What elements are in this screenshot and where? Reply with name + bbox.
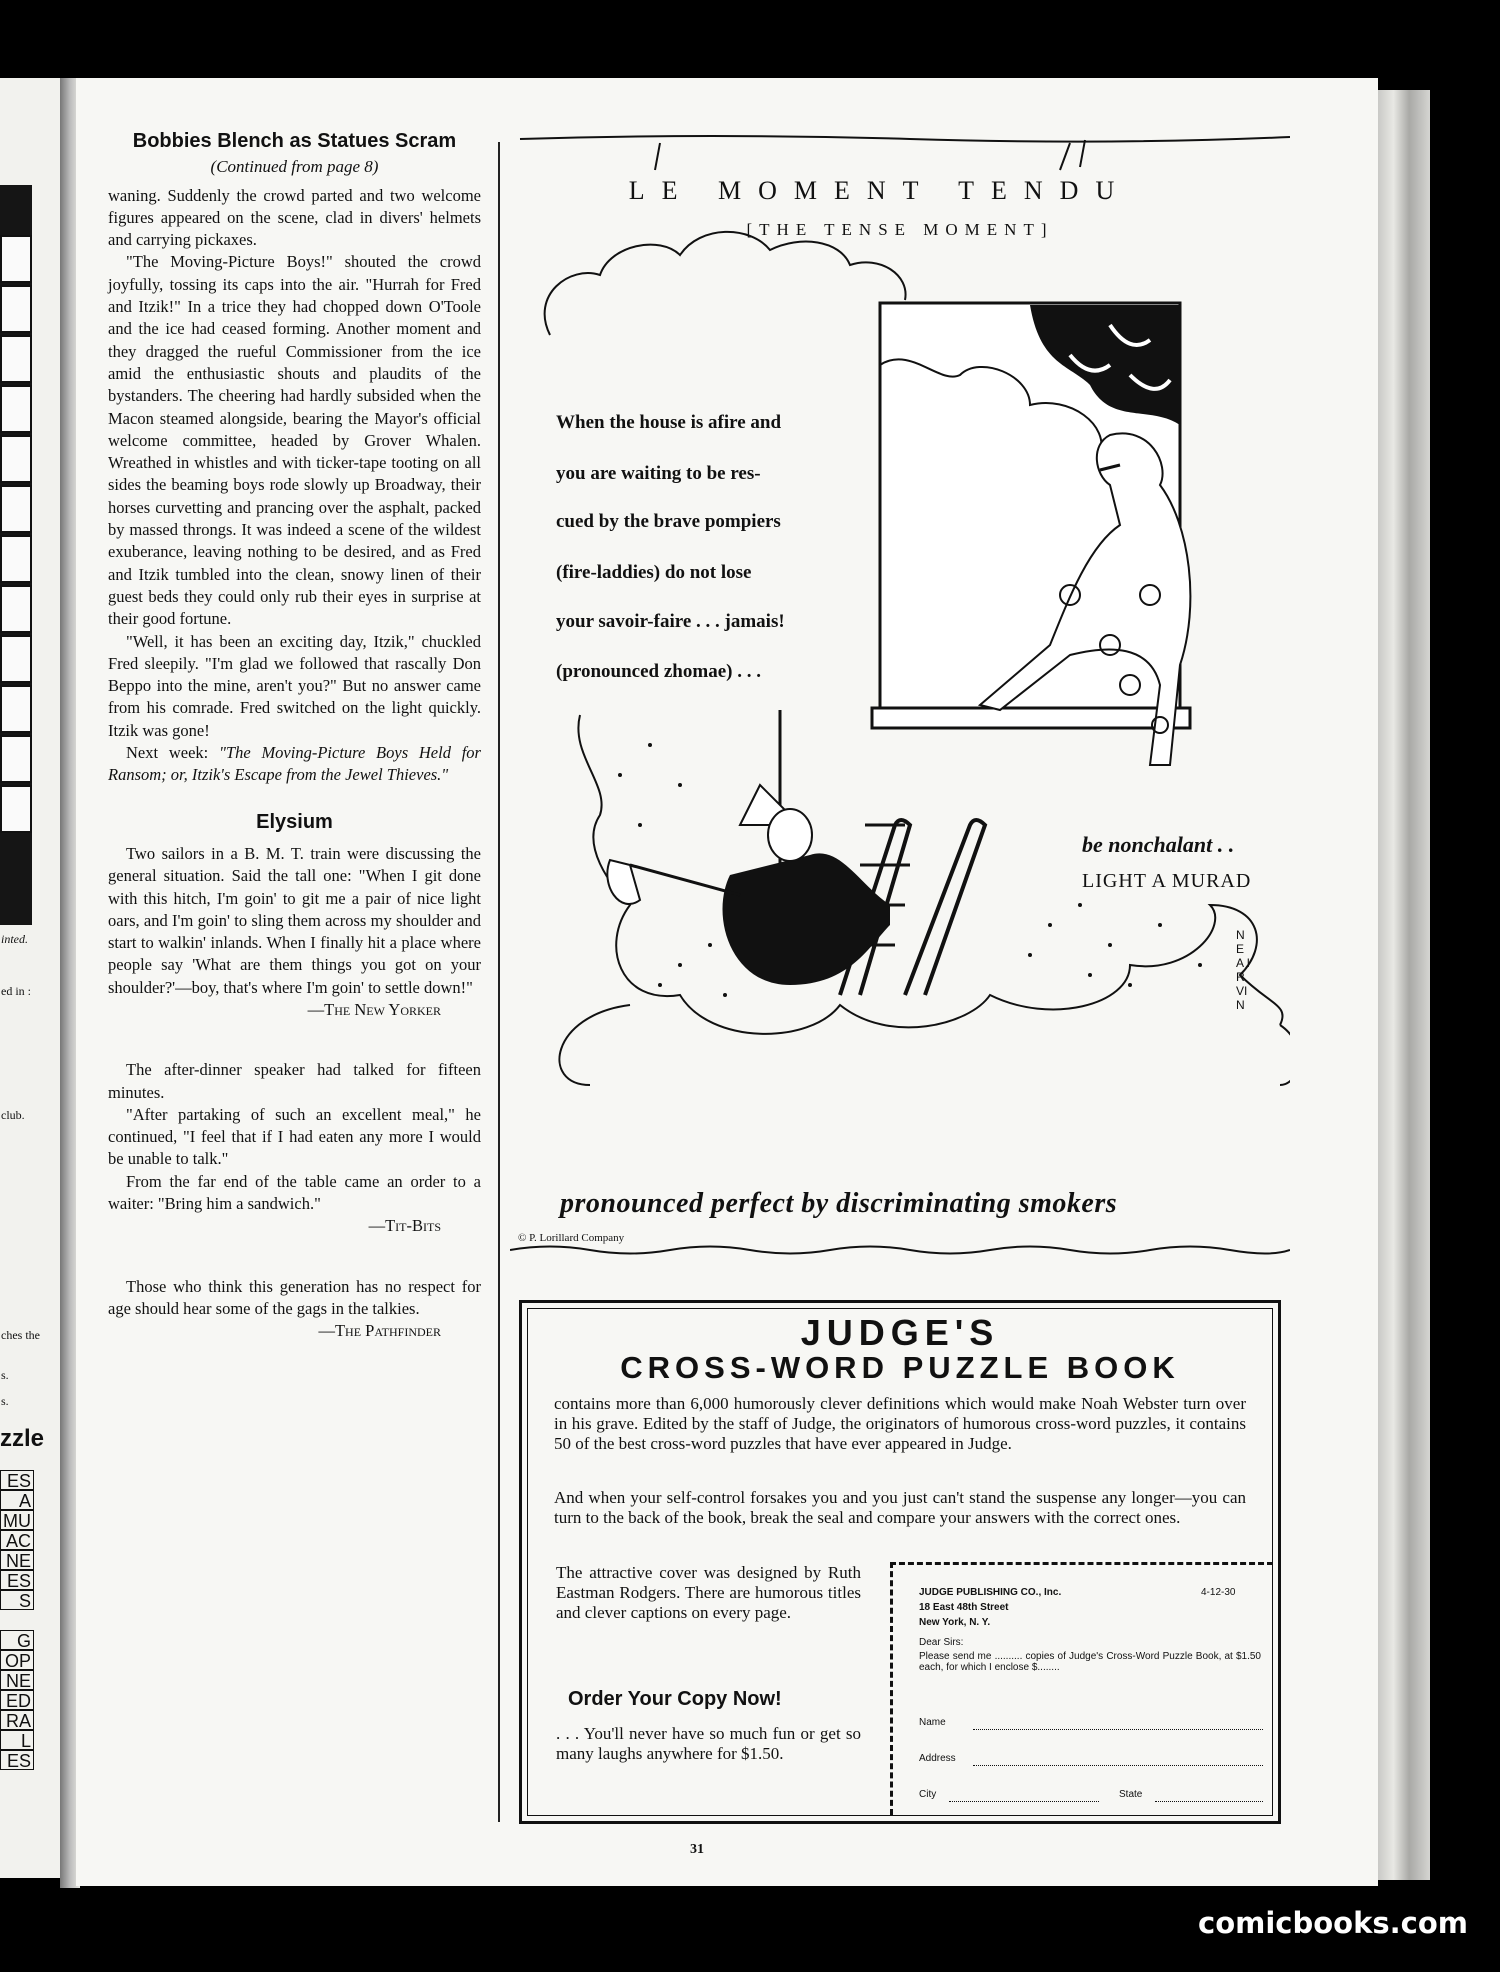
left-column bbox=[108, 130, 481, 1343]
previous-page-box bbox=[0, 785, 32, 833]
judge-subtitle: CROSS-WORD PUZZLE BOOK bbox=[620, 1350, 1180, 1385]
judge-cover-text: The attractive cover was designed by Ruth Eastman Rodgers. There are humorous titles and clever captions on every page. bbox=[556, 1563, 861, 1622]
crossword-cell: MU bbox=[0, 1510, 34, 1530]
coupon-street: 18 East 48th Street bbox=[919, 1602, 1009, 1613]
ad-title: LE MOMENT TENDU bbox=[628, 176, 1132, 205]
coupon-name-label: Name bbox=[919, 1717, 946, 1728]
murad-ad-illustration bbox=[510, 125, 1290, 1275]
previous-page-fragment: ed in : bbox=[1, 984, 31, 998]
ad-subtitle: [THE TENSE MOMENT] bbox=[746, 220, 1054, 239]
article-paragraph: "Well, it has been an exciting day, Itzik," chuckled Fred sleepily. "I'm glad we followed that rascally Don Beppo into the mine, aren't you?" But no answer came from his comrade. Fred switched on the light quickly. Itzik was gone! bbox=[108, 631, 481, 740]
ad-body-line: (pronounced zhomae) . . . bbox=[556, 661, 761, 682]
ad-body-line: cued by the brave pompiers bbox=[556, 511, 781, 532]
coupon-code: 4-12-30 bbox=[1201, 1587, 1236, 1598]
continued-note: (Continued from page 8) bbox=[210, 157, 379, 177]
article-paragraph: waning. Suddenly the crowd parted and two welcome figures appeared on the scene, clad in divers' helmets and carrying pickaxes. bbox=[108, 185, 481, 250]
previous-page-box bbox=[0, 385, 32, 433]
column-rule bbox=[498, 142, 500, 1822]
crossword-cell: AC bbox=[0, 1530, 34, 1550]
coupon-state-label: State bbox=[1119, 1789, 1143, 1800]
order-text: . . . You'll never have so much fun or get so many laughs anywhere for $1.50. bbox=[556, 1724, 861, 1763]
judge-paragraph: contains more than 6,000 humorously clever definitions which would make Noah Webster turn over in his grave. Edited by the staff of Judge, the originators of humorous cross-word puzzles, it contains 50 of the best cross-word puzzles that have ever appeared in Judge. bbox=[554, 1394, 1246, 1453]
article-title: Elysium bbox=[256, 810, 333, 833]
article-paragraph: From the far end of the table came an order to a waiter: "Bring him a sandwich." bbox=[108, 1171, 481, 1214]
coupon-city-line: New York, N. Y. bbox=[919, 1617, 991, 1628]
ad-body-line: When the house is afire and bbox=[556, 412, 782, 433]
ad-brand-line: LIGHT A MURAD bbox=[1082, 870, 1252, 892]
previous-page-puzzle-label: zzle bbox=[0, 1425, 45, 1452]
previous-page-box bbox=[0, 535, 32, 583]
ad-tagline: be nonchalant . . bbox=[1082, 832, 1235, 857]
ad-body-line: your savoir-faire . . . jamais! bbox=[556, 611, 785, 632]
coupon-address-label: Address bbox=[919, 1753, 956, 1764]
next-week-note bbox=[108, 742, 481, 787]
next-week-title: "The Moving-Picture Boys Held for Ransom; or, Itzik's Escape from the Jewel Thieves." bbox=[108, 743, 481, 785]
crossword-cell: ES bbox=[0, 1570, 34, 1590]
previous-page-box bbox=[0, 635, 32, 683]
article-paragraph: Two sailors in a B. M. T. train were discussing the general situation. Said the tall one: "When I git done with this hitch, I'm goin' to git me a pair of nice light oars, and I'm goin' to sling them across my shoulder and start to walkin' inlands. When I finally hit a place where people say 'What are them things you got on your shoulder?'—boy, that's where I'm goin' to settle down!" bbox=[108, 843, 481, 997]
previous-page-box bbox=[0, 435, 32, 483]
artist-signature: NEA IRVIN bbox=[1236, 928, 1251, 1012]
coupon-request: Please send me .......... copies of Judge's Cross-Word Puzzle Book, at $1.50 each, for which I enclose $........ bbox=[919, 1651, 1261, 1673]
previous-page-box bbox=[0, 735, 32, 783]
ad-body-line: (fire-laddies) do not lose bbox=[556, 562, 752, 583]
crossword-cell: NE bbox=[0, 1670, 34, 1690]
crossword-cell: ED bbox=[0, 1690, 34, 1710]
article-paragraph: Those who think this generation has no respect for age should hear some of the gags in the talkies. bbox=[108, 1276, 481, 1318]
page-stack-edge bbox=[1378, 90, 1430, 1880]
order-heading: Order Your Copy Now! bbox=[568, 1688, 782, 1710]
previous-page-box bbox=[0, 235, 32, 283]
article-source: —Tit-Bits bbox=[368, 1216, 441, 1236]
previous-page-fragment: s. bbox=[1, 1394, 9, 1408]
judge-paragraph: And when your self-control forsakes you and you just can't stand the suspense any longer—you can turn to the back of the book, break the seal and compare your answers with the correct ones. bbox=[554, 1488, 1246, 1527]
coupon-name-field[interactable] bbox=[973, 1717, 1263, 1730]
order-coupon[interactable] bbox=[890, 1562, 1273, 1815]
article-source: —The New Yorker bbox=[307, 999, 441, 1019]
previous-page-box bbox=[0, 585, 32, 633]
crossword-cell: ES bbox=[0, 1750, 34, 1770]
coupon-city-label: City bbox=[919, 1789, 937, 1800]
watermark: comicbooks.com bbox=[1198, 1906, 1468, 1940]
crossword-cell: L bbox=[0, 1730, 34, 1750]
article-paragraph: The after-dinner speaker had talked for fifteen minutes. bbox=[108, 1060, 481, 1102]
ad-slogan: pronounced perfect by discriminating smokers bbox=[560, 1188, 1118, 1219]
previous-page-fragment: s. bbox=[1, 1368, 9, 1382]
previous-page-fragment: ches the bbox=[1, 1328, 40, 1342]
coupon-company: JUDGE PUBLISHING CO., Inc. bbox=[919, 1587, 1062, 1598]
article-paragraph: "The Moving-Picture Boys!" shouted the crowd joyfully, tossing its caps into the air. "Hurrah for Fred and Itzik!" In a trice they had chopped down O'Toole and the ice had ceased forming. Another moment and they dragged the rueful Commissioner from the ice amid the enthusiastic shouts and plaudits of the bystanders. The cheering had hardly subsided when the Macon steamed alongside, bearing the Mayor's official welcome committee, headed by Grover Whalen. Wreathed in whistles and with ticker-tape tooting on all sides the beaming boys rode slowly up Broadway, their horses curvetting and prancing over the asphalt, packed by massed throngs. It was indeed a scene of the wildest exuberance, leaving nothing to be desired, and as Fred and Itzik tumbled into the clean, snowy linen of their guest beds they could only rub their eyes in surprise at their good fortune. bbox=[108, 252, 481, 629]
crossword-cell: ES bbox=[0, 1470, 34, 1490]
coupon-state-field[interactable] bbox=[1155, 1789, 1263, 1802]
crossword-cell bbox=[0, 1610, 34, 1630]
crossword-cell: G bbox=[0, 1630, 34, 1650]
crossword-cell: OP bbox=[0, 1650, 34, 1670]
previous-page-fragment: club. bbox=[1, 1108, 25, 1122]
page-number: 31 bbox=[690, 1842, 704, 1857]
article-source: —The Pathfinder bbox=[318, 1321, 441, 1341]
ad-body-line: you are waiting to be res- bbox=[556, 463, 761, 484]
coupon-salutation: Dear Sirs: bbox=[919, 1637, 964, 1648]
previous-page-crossword-grid bbox=[0, 1470, 38, 1770]
next-week-label: Next week: bbox=[126, 743, 209, 763]
previous-page-fragment: inted. bbox=[1, 932, 28, 946]
previous-page-box bbox=[0, 685, 32, 733]
coupon-city-field[interactable] bbox=[949, 1789, 1099, 1802]
crossword-cell: NE bbox=[0, 1550, 34, 1570]
crossword-cell: S bbox=[0, 1590, 34, 1610]
coupon-address-field[interactable] bbox=[973, 1753, 1263, 1766]
previous-page-box bbox=[0, 485, 32, 533]
article-paragraph: "After partaking of such an excellent meal," he continued, "I feel that if I had eaten any more I would be unable to talk." bbox=[108, 1104, 481, 1169]
ad-copyright: © P. Lorillard Company bbox=[518, 1232, 625, 1244]
crossword-cell: RA bbox=[0, 1710, 34, 1730]
judge-title: JUDGE'S bbox=[800, 1312, 1000, 1353]
previous-page-box bbox=[0, 285, 32, 333]
previous-page-box bbox=[0, 335, 32, 383]
article-title: Bobbies Blench as Statues Scram bbox=[132, 130, 457, 152]
crossword-cell: A bbox=[0, 1490, 34, 1510]
